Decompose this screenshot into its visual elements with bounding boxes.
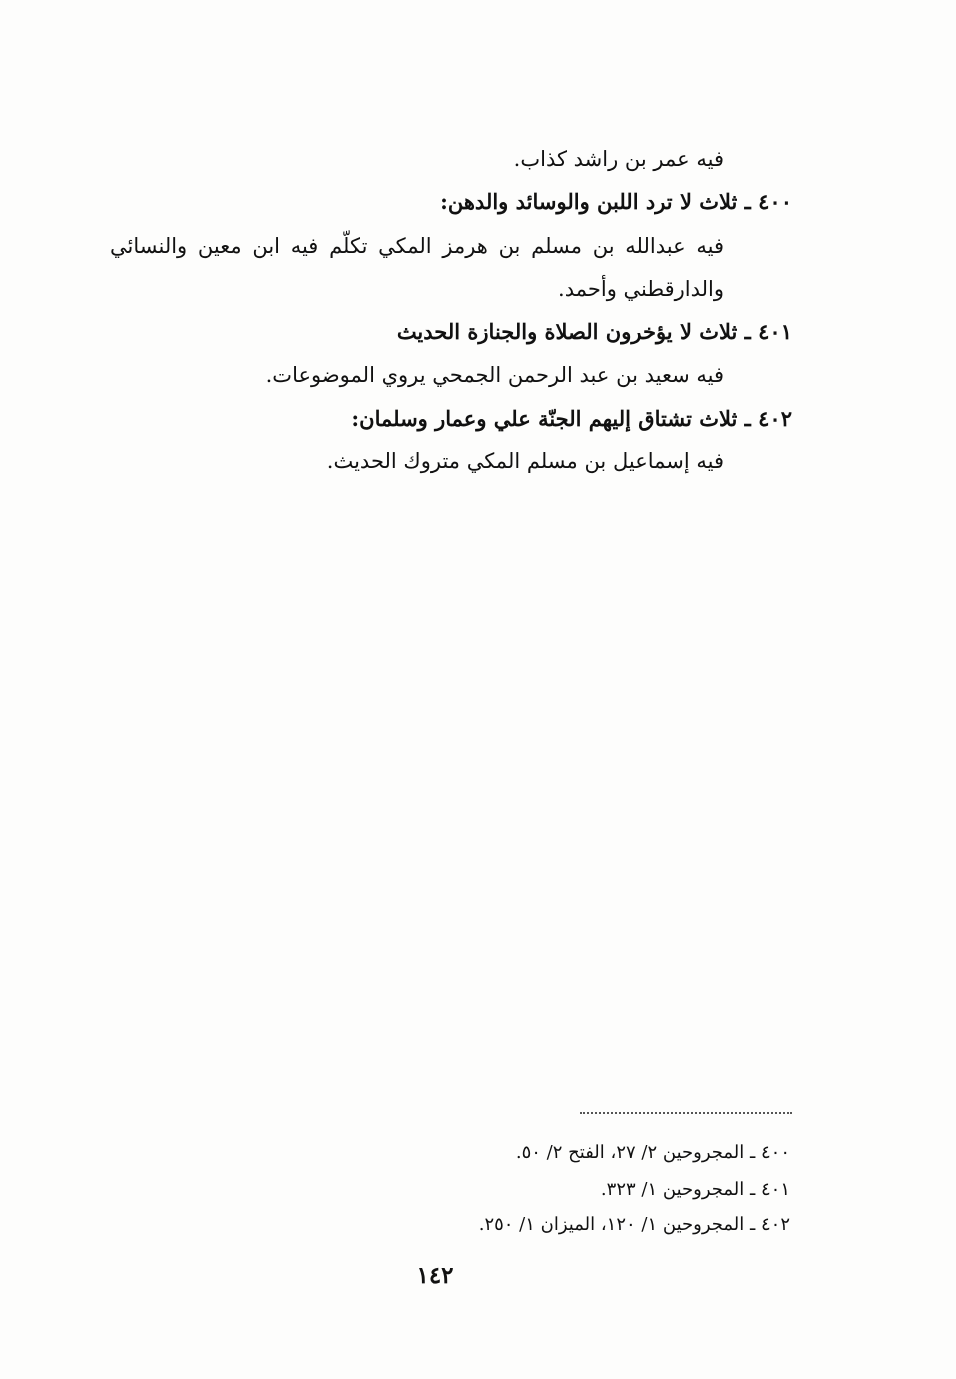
page-number: ١٤٢	[416, 1262, 454, 1289]
entry-heading-400: ٤٠٠ ـ ثلاث لا ترد اللبن والوسائد والدهن:	[440, 189, 792, 214]
entry-heading-402: ٤٠٢ ـ ثلاث تشتاق إليهم الجنّة علي وعمار وسلمان:	[351, 406, 792, 431]
entry-heading-401: ٤٠١ ـ ثلاث لا يؤخرون الصلاة والجنازة الحديث	[396, 319, 792, 344]
text-line: فيه سعيد بن عبد الرحمن الجمحي يروي الموضوعات.	[265, 363, 724, 387]
footnote-400: ٤٠٠ ـ المجروحين ٢/ ٢٧، الفتح ٢/ ٥٠.	[515, 1142, 790, 1163]
text-line: فيه إسماعيل بن مسلم المكي متروك الحديث.	[326, 449, 724, 473]
text-line: فيه عبدالله بن مسلم بن هرمز المكي تكلّم فيه ابن معين والنسائي	[110, 234, 724, 258]
footnote-402: ٤٠٢ ـ المجروحين ١/ ١٢٠، الميزان ١/ ٢٥٠.	[478, 1214, 790, 1235]
text-line: والدارقطني وأحمد.	[558, 277, 724, 301]
footnote-401: ٤٠١ ـ المجروحين ١/ ٣٢٣.	[600, 1179, 790, 1200]
footnote-separator	[580, 1112, 792, 1114]
text-line: فيه عمر بن راشد كذاب.	[513, 147, 724, 171]
